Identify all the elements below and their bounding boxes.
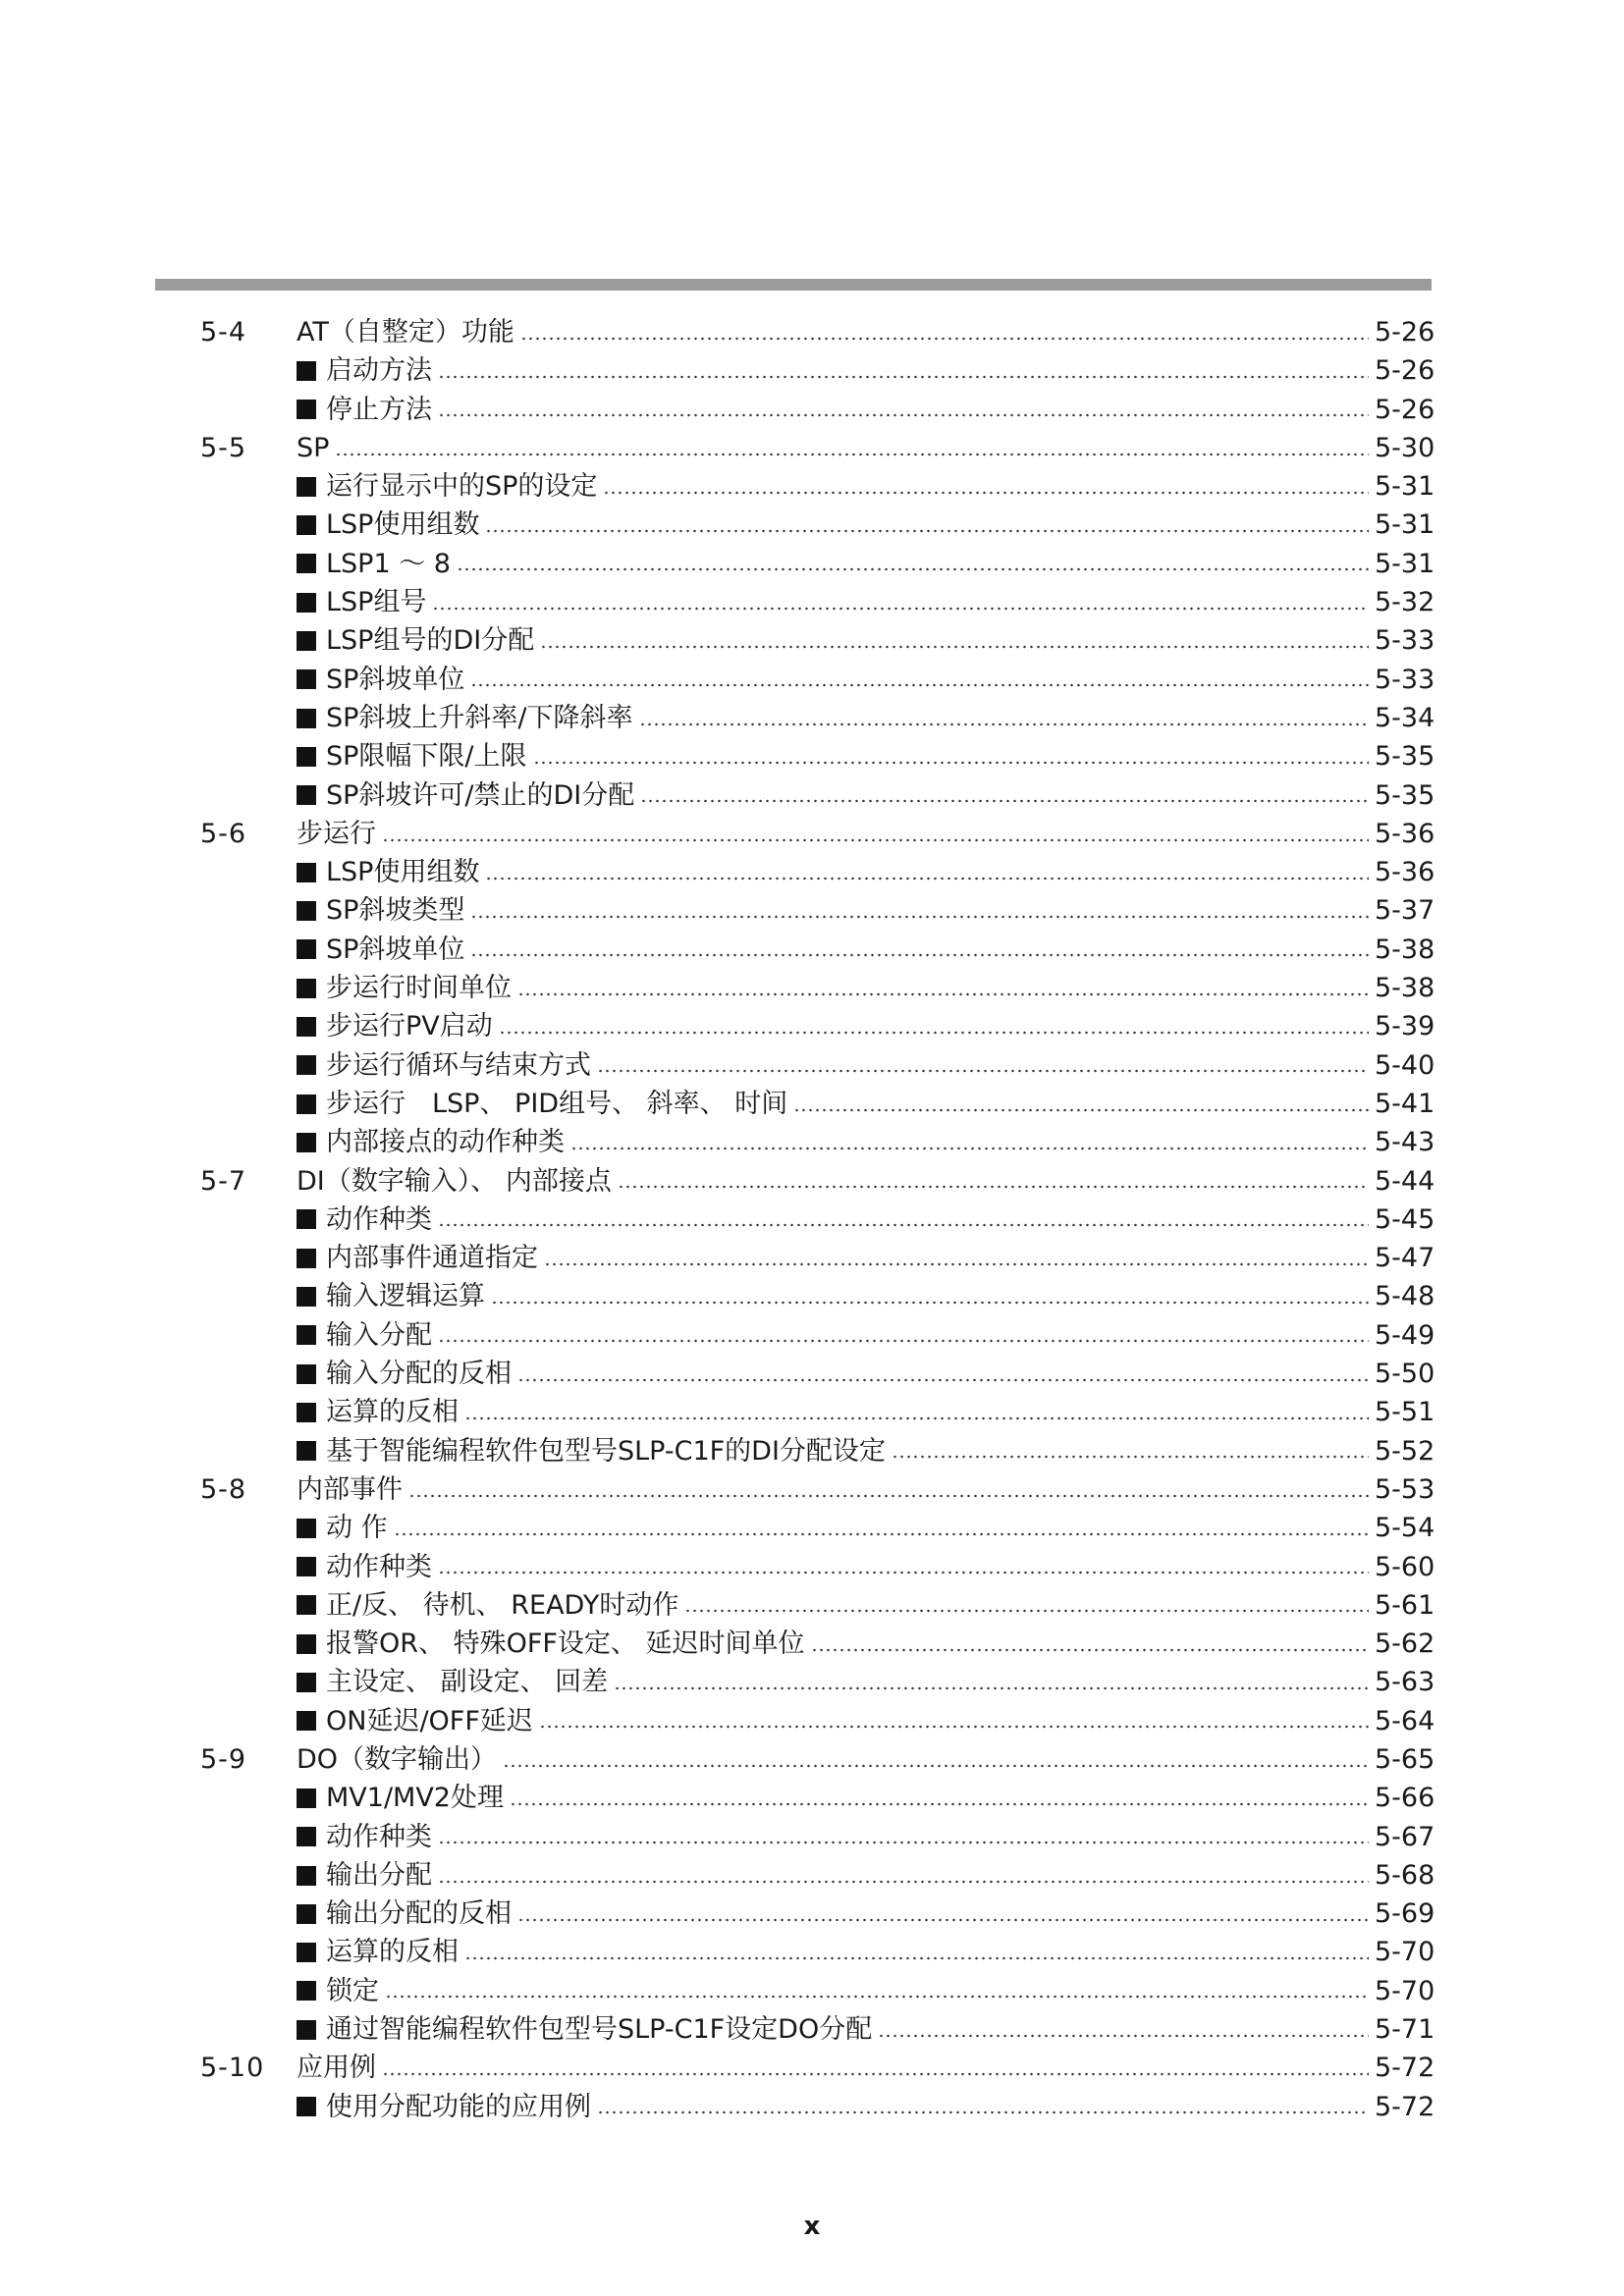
square-bullet-icon xyxy=(297,1595,316,1615)
toc-section-entry[interactable] xyxy=(155,1470,1435,1509)
square-bullet-icon xyxy=(297,1325,316,1345)
toc-subentry[interactable] xyxy=(155,1818,1435,1856)
entry-title: 动作种类 xyxy=(326,1203,432,1235)
entry-line xyxy=(297,891,1435,930)
toc-subentry[interactable] xyxy=(155,1663,1435,1701)
page-reference: 5-31 xyxy=(1375,509,1435,541)
entry-line xyxy=(297,351,1435,390)
dot-leader xyxy=(470,683,1369,687)
page-reference: 5-38 xyxy=(1375,973,1435,1004)
entry-title: 动 作 xyxy=(326,1513,388,1544)
page-reference: 5-33 xyxy=(1375,625,1435,657)
entry-title: 使用分配功能的应用例 xyxy=(326,2091,591,2122)
dot-leader xyxy=(485,877,1369,881)
entry-line xyxy=(297,1201,1435,1239)
entry-line xyxy=(297,1470,1435,1509)
toc-subentry[interactable] xyxy=(155,2088,1435,2126)
entry-title: SP斜坡单位 xyxy=(326,934,465,965)
dot-leader xyxy=(640,799,1369,803)
square-bullet-icon xyxy=(297,1866,316,1886)
entry-title: 输入分配 xyxy=(326,1319,432,1351)
square-bullet-icon xyxy=(297,2097,316,2116)
entry-line xyxy=(297,506,1435,544)
square-bullet-icon xyxy=(297,1634,316,1654)
dot-leader xyxy=(570,1147,1369,1150)
dot-leader xyxy=(517,992,1369,996)
dot-leader xyxy=(385,1995,1369,1999)
square-bullet-icon xyxy=(297,593,316,613)
entry-line xyxy=(297,2010,1435,2049)
toc-section-entry[interactable] xyxy=(155,815,1435,853)
entry-line xyxy=(297,545,1435,583)
page-reference: 5-34 xyxy=(1375,702,1435,733)
dot-leader xyxy=(684,1609,1369,1613)
entry-title: 基于智能编程软件包型号SLP-C1F的DI分配设定 xyxy=(326,1435,886,1467)
square-bullet-icon xyxy=(297,863,316,882)
toc-subentry[interactable] xyxy=(155,1702,1435,1740)
page-reference: 5-31 xyxy=(1375,471,1435,503)
page-reference: 5-26 xyxy=(1375,394,1435,425)
dot-leader xyxy=(533,761,1369,765)
page-reference: 5-69 xyxy=(1375,1898,1435,1930)
dot-leader xyxy=(491,1301,1369,1305)
square-bullet-icon xyxy=(297,515,316,535)
toc-section-entry[interactable] xyxy=(155,1162,1435,1201)
toc-subentry[interactable] xyxy=(155,1895,1435,1933)
section-number: 5-8 xyxy=(200,1473,247,1505)
dot-leader xyxy=(438,1571,1369,1575)
section-number: 5-10 xyxy=(200,2053,265,2084)
square-bullet-icon xyxy=(297,1249,316,1268)
page-reference: 5-51 xyxy=(1375,1397,1435,1428)
page-reference: 5-60 xyxy=(1375,1551,1435,1582)
square-bullet-icon xyxy=(297,1133,316,1152)
entry-line xyxy=(297,1277,1435,1315)
dot-leader xyxy=(438,1339,1369,1343)
dot-leader xyxy=(464,1416,1369,1420)
toc-subentry[interactable] xyxy=(155,1779,1435,1817)
entry-title: 启动方法 xyxy=(326,355,432,387)
entry-title: LSP组号 xyxy=(326,587,427,618)
toc-subentry[interactable] xyxy=(155,1856,1435,1895)
entry-line xyxy=(297,1972,1435,2010)
dot-leader xyxy=(457,567,1369,571)
table-of-contents xyxy=(155,313,1435,2126)
entry-title: 应用例 xyxy=(297,2053,376,2084)
entry-line xyxy=(297,1239,1435,1277)
entry-title: SP斜坡类型 xyxy=(326,895,465,927)
entry-title: 运算的反相 xyxy=(326,1937,459,1968)
entry-title: 步运行时间单位 xyxy=(326,973,512,1004)
entry-line xyxy=(297,1162,1435,1201)
entry-line xyxy=(297,1355,1435,1393)
header-rule xyxy=(155,279,1432,291)
dot-leader xyxy=(438,1841,1369,1844)
entry-title: MV1/MV2处理 xyxy=(326,1783,504,1814)
entry-title: SP斜坡上升斜率/下降斜率 xyxy=(326,702,633,733)
toc-section-entry[interactable] xyxy=(155,429,1435,467)
entry-line xyxy=(297,621,1435,660)
page-reference: 5-44 xyxy=(1375,1165,1435,1197)
dot-leader xyxy=(614,1686,1369,1690)
toc-subentry[interactable] xyxy=(155,2010,1435,2049)
dot-leader xyxy=(793,1108,1369,1112)
page-reference: 5-38 xyxy=(1375,934,1435,965)
square-bullet-icon xyxy=(297,1557,316,1576)
entry-title: 通过智能编程软件包型号SLP-C1F设定DO分配 xyxy=(326,2014,873,2046)
dot-leader xyxy=(438,1223,1369,1227)
entry-title: 步运行PV启动 xyxy=(326,1011,493,1042)
square-bullet-icon xyxy=(297,1981,316,2001)
square-bullet-icon xyxy=(297,669,316,689)
page-reference: 5-64 xyxy=(1375,1705,1435,1736)
dot-leader xyxy=(394,1532,1369,1536)
entry-title: 步运行 xyxy=(297,818,376,849)
page-reference: 5-65 xyxy=(1375,1743,1435,1775)
entry-title: 停止方法 xyxy=(326,394,432,425)
entry-title: 内部接点的动作种类 xyxy=(326,1127,565,1158)
entry-line xyxy=(297,1432,1435,1470)
entry-title: 内部事件通道指定 xyxy=(326,1243,538,1274)
entry-line xyxy=(297,931,1435,969)
dot-leader xyxy=(639,722,1369,726)
square-bullet-icon xyxy=(297,554,316,573)
dot-leader xyxy=(878,2034,1369,2038)
page-reference: 5-70 xyxy=(1375,1975,1435,2006)
entry-title: 步运行循环与结束方式 xyxy=(326,1049,591,1081)
dot-leader xyxy=(432,607,1369,611)
entry-line xyxy=(297,1085,1435,1123)
toc-subentry[interactable] xyxy=(155,1548,1435,1586)
entry-title: SP斜坡许可/禁止的DI分配 xyxy=(326,779,635,811)
page-reference: 5-37 xyxy=(1375,895,1435,927)
toc-subentry[interactable] xyxy=(155,1509,1435,1547)
entry-title: 动作种类 xyxy=(326,1821,432,1852)
entry-line xyxy=(297,1007,1435,1045)
page-number: x xyxy=(803,2212,821,2241)
dot-leader xyxy=(892,1455,1369,1459)
toc-subentry[interactable] xyxy=(155,467,1435,506)
toc-section-entry[interactable] xyxy=(155,2049,1435,2087)
page-reference: 5-47 xyxy=(1375,1243,1435,1274)
page-reference: 5-63 xyxy=(1375,1667,1435,1698)
entry-line xyxy=(297,1625,1435,1663)
dot-leader xyxy=(499,1031,1369,1035)
entry-line xyxy=(297,1123,1435,1161)
entry-line xyxy=(297,583,1435,621)
entry-line xyxy=(297,815,1435,853)
square-bullet-icon xyxy=(297,1287,316,1307)
page-reference: 5-68 xyxy=(1375,1859,1435,1891)
square-bullet-icon xyxy=(297,631,316,651)
entry-title: DI（数字输入）、 内部接点 xyxy=(297,1165,612,1197)
section-number: 5-4 xyxy=(200,317,247,347)
page-reference: 5-33 xyxy=(1375,664,1435,695)
page-reference: 5-71 xyxy=(1375,2014,1435,2046)
entry-title: LSP使用组数 xyxy=(326,509,480,541)
page-reference: 5-30 xyxy=(1375,432,1435,463)
square-bullet-icon xyxy=(297,361,316,381)
entry-title: 输出分配的反相 xyxy=(326,1898,512,1930)
toc-subentry[interactable] xyxy=(155,1277,1435,1315)
dot-leader xyxy=(470,915,1369,919)
square-bullet-icon xyxy=(297,1519,316,1538)
toc-subentry[interactable] xyxy=(155,1393,1435,1431)
square-bullet-icon xyxy=(297,1364,316,1384)
dot-leader xyxy=(517,1378,1369,1382)
dot-leader xyxy=(510,1802,1369,1806)
page-reference: 5-53 xyxy=(1375,1473,1435,1505)
entry-line xyxy=(297,2088,1435,2126)
section-number: 5-6 xyxy=(200,818,247,849)
entry-line xyxy=(297,313,1435,351)
toc-subentry[interactable] xyxy=(155,1625,1435,1663)
page-reference: 5-43 xyxy=(1375,1127,1435,1158)
entry-line xyxy=(297,1393,1435,1431)
dot-leader xyxy=(485,529,1369,533)
square-bullet-icon xyxy=(297,901,316,921)
entry-line xyxy=(297,1509,1435,1547)
toc-subentry[interactable] xyxy=(155,1201,1435,1239)
entry-title: 运行显示中的SP的设定 xyxy=(326,471,598,503)
entry-title: SP斜坡单位 xyxy=(326,664,465,695)
page-reference: 5-26 xyxy=(1375,317,1435,347)
toc-subentry[interactable] xyxy=(155,1933,1435,1971)
entry-title: LSP使用组数 xyxy=(326,857,480,888)
dot-leader xyxy=(544,1262,1369,1266)
dot-leader xyxy=(382,838,1369,842)
section-number: 5-7 xyxy=(200,1165,247,1197)
entry-title: LSP组号的DI分配 xyxy=(326,625,535,657)
dot-leader xyxy=(597,2110,1369,2114)
square-bullet-icon xyxy=(297,1055,316,1075)
entry-line xyxy=(297,1933,1435,1971)
dot-leader xyxy=(618,1185,1369,1189)
page-reference: 5-62 xyxy=(1375,1629,1435,1660)
entry-title: 主设定、 副设定、 回差 xyxy=(326,1667,609,1698)
toc-subentry[interactable] xyxy=(155,891,1435,930)
dot-leader xyxy=(438,1880,1369,1884)
page-reference: 5-50 xyxy=(1375,1359,1435,1390)
entry-line xyxy=(297,853,1435,891)
page-reference: 5-67 xyxy=(1375,1821,1435,1852)
entry-title: 输入分配的反相 xyxy=(326,1359,512,1390)
entry-line xyxy=(297,1663,1435,1701)
entry-title: ON延迟/OFF延迟 xyxy=(326,1705,533,1736)
dot-leader xyxy=(470,953,1369,957)
page-reference: 5-72 xyxy=(1375,2053,1435,2084)
entry-title: 输出分配 xyxy=(326,1859,432,1891)
entry-title: SP xyxy=(297,432,330,463)
toc-subentry[interactable] xyxy=(155,1355,1435,1393)
page-reference: 5-66 xyxy=(1375,1783,1435,1814)
toc-subentry[interactable] xyxy=(155,1007,1435,1045)
section-number: 5-9 xyxy=(200,1743,247,1775)
entry-line xyxy=(297,661,1435,699)
toc-subentry[interactable] xyxy=(155,1586,1435,1625)
dot-leader xyxy=(539,1725,1369,1729)
toc-subentry[interactable] xyxy=(155,1239,1435,1277)
square-bullet-icon xyxy=(297,2020,316,2040)
entry-title: 动作种类 xyxy=(326,1551,432,1582)
toc-subentry[interactable] xyxy=(155,969,1435,1007)
square-bullet-icon xyxy=(297,1403,316,1422)
square-bullet-icon xyxy=(297,1943,316,1962)
toc-subentry[interactable] xyxy=(155,931,1435,969)
square-bullet-icon xyxy=(297,785,316,805)
page-reference: 5-54 xyxy=(1375,1513,1435,1544)
entry-line xyxy=(297,1818,1435,1856)
entry-line xyxy=(297,699,1435,737)
toc-subentry[interactable] xyxy=(155,1046,1435,1085)
page-reference: 5-40 xyxy=(1375,1049,1435,1081)
page-reference: 5-31 xyxy=(1375,548,1435,579)
dot-leader xyxy=(540,645,1369,649)
entry-line xyxy=(297,969,1435,1007)
entry-title: LSP1 ～ 8 xyxy=(326,548,451,579)
dot-leader xyxy=(597,1069,1369,1073)
toc-subentry[interactable] xyxy=(155,506,1435,544)
page-reference: 5-70 xyxy=(1375,1937,1435,1968)
toc-subentry[interactable] xyxy=(155,391,1435,429)
entry-title: 报警OR、 特殊OFF设定、 延迟时间单位 xyxy=(326,1629,805,1660)
page-reference: 5-39 xyxy=(1375,1011,1435,1042)
square-bullet-icon xyxy=(297,1209,316,1229)
entry-title: 步运行 LSP、 PID组号、 斜率、 时间 xyxy=(326,1088,788,1119)
entry-line xyxy=(297,1895,1435,1933)
page-reference: 5-52 xyxy=(1375,1435,1435,1467)
square-bullet-icon xyxy=(297,1017,316,1037)
entry-line xyxy=(297,1316,1435,1355)
entry-line xyxy=(297,1046,1435,1085)
page-reference: 5-41 xyxy=(1375,1088,1435,1119)
page-reference: 5-35 xyxy=(1375,741,1435,773)
square-bullet-icon xyxy=(297,1441,316,1461)
toc-subentry[interactable] xyxy=(155,1123,1435,1161)
toc-subentry[interactable] xyxy=(155,776,1435,815)
square-bullet-icon xyxy=(297,747,316,767)
entry-title: DO（数字输出） xyxy=(297,1743,498,1775)
entry-line xyxy=(297,737,1435,775)
toc-subentry[interactable] xyxy=(155,661,1435,699)
square-bullet-icon xyxy=(297,1789,316,1808)
square-bullet-icon xyxy=(297,939,316,959)
entry-line xyxy=(297,467,1435,506)
toc-subentry[interactable] xyxy=(155,1085,1435,1123)
square-bullet-icon xyxy=(297,477,316,497)
square-bullet-icon xyxy=(297,400,316,419)
entry-line xyxy=(297,1779,1435,1817)
toc-section-entry[interactable] xyxy=(155,313,1435,351)
square-bullet-icon xyxy=(297,1711,316,1731)
entry-title: 运算的反相 xyxy=(326,1397,459,1428)
entry-line xyxy=(297,776,1435,815)
page-reference: 5-49 xyxy=(1375,1319,1435,1351)
dot-leader xyxy=(408,1494,1369,1498)
toc-subentry[interactable] xyxy=(155,1316,1435,1355)
toc-section-entry[interactable] xyxy=(155,1740,1435,1779)
page-reference: 5-45 xyxy=(1375,1203,1435,1235)
toc-subentry[interactable] xyxy=(155,1432,1435,1470)
entry-title: SP限幅下限/上限 xyxy=(326,741,527,773)
dot-leader xyxy=(335,453,1369,456)
page-reference: 5-35 xyxy=(1375,779,1435,811)
entry-line xyxy=(297,391,1435,429)
toc-subentry[interactable] xyxy=(155,853,1435,891)
dot-leader xyxy=(603,491,1369,495)
toc-subentry[interactable] xyxy=(155,699,1435,737)
page-reference: 5-32 xyxy=(1375,587,1435,618)
entry-line xyxy=(297,1702,1435,1740)
page-reference: 5-72 xyxy=(1375,2091,1435,2122)
square-bullet-icon xyxy=(297,709,316,728)
entry-title: 锁定 xyxy=(326,1975,379,2006)
entry-title: 正/反、 待机、 READY时动作 xyxy=(326,1589,679,1621)
entry-line xyxy=(297,1740,1435,1779)
page-reference: 5-36 xyxy=(1375,818,1435,849)
section-number: 5-5 xyxy=(200,432,247,463)
entry-line xyxy=(297,1586,1435,1625)
toc-subentry[interactable] xyxy=(155,583,1435,621)
toc-subentry[interactable] xyxy=(155,1972,1435,2010)
page-reference: 5-61 xyxy=(1375,1589,1435,1621)
dot-leader xyxy=(503,1764,1369,1768)
page-reference: 5-26 xyxy=(1375,355,1435,387)
entry-line xyxy=(297,429,1435,467)
square-bullet-icon xyxy=(297,1904,316,1924)
entry-title: 输入逻辑运算 xyxy=(326,1281,485,1312)
square-bullet-icon xyxy=(297,1095,316,1114)
entry-line xyxy=(297,2049,1435,2087)
square-bullet-icon xyxy=(297,979,316,998)
dot-leader xyxy=(438,375,1369,379)
entry-line xyxy=(297,1548,1435,1586)
page-reference: 5-36 xyxy=(1375,857,1435,888)
page-reference: 5-48 xyxy=(1375,1281,1435,1312)
dot-leader xyxy=(382,2072,1369,2076)
dot-leader xyxy=(517,1918,1369,1922)
square-bullet-icon xyxy=(297,1827,316,1846)
square-bullet-icon xyxy=(297,1673,316,1692)
toc-subentry[interactable] xyxy=(155,545,1435,583)
dot-leader xyxy=(438,413,1369,417)
entry-title: 内部事件 xyxy=(297,1473,403,1505)
toc-subentry[interactable] xyxy=(155,351,1435,390)
entry-line xyxy=(297,1856,1435,1895)
entry-title: AT（自整定）功能 xyxy=(297,317,514,347)
toc-subentry[interactable] xyxy=(155,621,1435,660)
dot-leader xyxy=(520,337,1369,341)
toc-subentry[interactable] xyxy=(155,737,1435,775)
dot-leader xyxy=(464,1956,1369,1960)
dot-leader xyxy=(811,1648,1370,1652)
